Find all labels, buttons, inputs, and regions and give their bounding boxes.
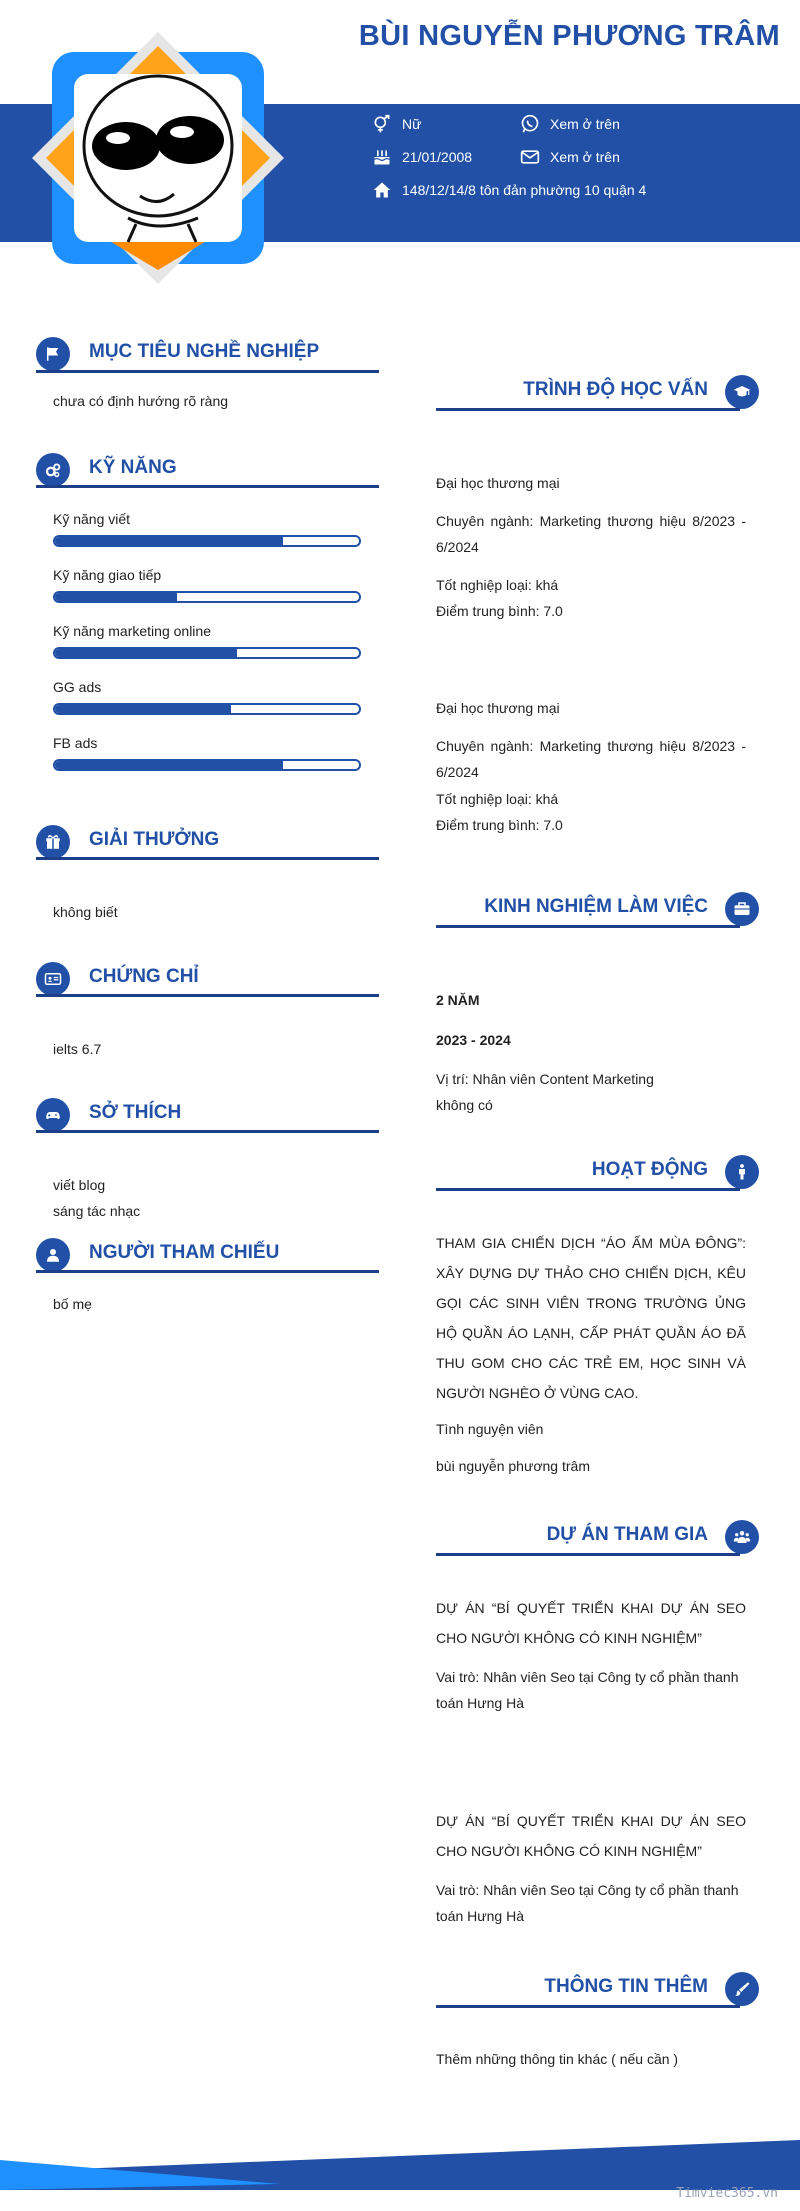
skill-name: GG ads [53,679,102,695]
experience-position: Vị trí: Nhân viên Content Marketing [436,1071,654,1087]
project-role: Vai trò: Nhân viên Seo tại Công ty cổ phần thanh toán Hưng Hà [436,1669,739,1711]
activities-section-icon [725,1155,759,1189]
footer-banner [0,2140,800,2190]
hobbies-title: SỞ THÍCH [89,1102,182,1123]
gamepad-icon [44,1106,62,1124]
watermark: Timviec365.vn [676,2186,778,2201]
experience-company: không có [436,1097,493,1113]
address-value: 148/12/14/8 tôn đản phường 10 quận 4 [402,182,647,198]
project-name: DỰ ÁN “BÍ QUYẾT TRIỂN KHAI DỰ ÁN SEO CHO NGƯỜI KHÔNG CÓ KINH NGHIỆM” [436,1813,746,1859]
education-major: Chuyên ngành: Marketing thương hiệu 8/2023 - 6/2024 [436,738,746,780]
certificates-divider [36,994,379,997]
project-name: DỰ ÁN “BÍ QUYẾT TRIỂN KHAI DỰ ÁN SEO CHO NGƯỜI KHÔNG CÓ KINH NGHIỆM” [436,1600,746,1646]
avatar [28,28,288,288]
references-section-icon [36,1238,70,1272]
skill-bar [53,535,361,547]
experience-period: 2023 - 2024 [436,1032,511,1048]
education-school: Đại học thương mại [436,475,560,491]
phone-icon [520,114,540,134]
activities-title: HOẠT ĐỘNG [591,1159,708,1180]
id-card-icon [44,970,62,988]
education-grade: Tốt nghiệp loại: khá [436,791,559,807]
hobbies-divider [36,1130,379,1133]
birthday-cake-icon [372,147,392,167]
education-gpa: Điểm trung bình: 7.0 [436,817,563,833]
candidate-name: BÙI NGUYỄN PHƯƠNG TRÂM [358,20,780,52]
activities-description: THAM GIA CHIẾN DỊCH “ÁO ẤM MÙA ĐÔNG”: XÂY DỰNG DỰ THẢO CHO CHIẾN DỊCH, KÊU GỌI CÁC SINH VIÊN TRONG TRƯỜNG ỦNG HỘ QUẦN ÁO LẠNH, CẤP PHÁT QUẦN ÁO ĐÃ THU GOM CHO CÁC TRẺ EM, HỌC SINH VÀ NGƯỜI NGHÈO Ở VÙNG CAO. [436,1235,746,1401]
activities-role: Tình nguyện viên [436,1421,544,1437]
briefcase-icon [733,900,751,918]
skill-name: FB ads [53,735,98,751]
activities-divider [436,1188,740,1191]
extra-divider [436,2005,740,2008]
skill-bar [53,591,361,603]
education-major: Chuyên ngành: Marketing thương hiệu 8/2023 - 6/2024 [436,513,746,555]
skills-divider [36,485,379,488]
objective-title: MỤC TIÊU NGHỀ NGHIỆP [89,341,320,362]
education-divider [436,408,740,411]
projects-title: DỰ ÁN THAM GIA [546,1524,708,1545]
projects-section-icon [725,1520,759,1554]
skill-name: Kỹ năng marketing online [53,623,211,639]
phone-info [520,114,620,134]
graduation-cap-icon [733,383,751,401]
education-section-icon [725,375,759,409]
skill-name: Kỹ năng giao tiếp [53,567,162,583]
skill-bar-fill [55,705,231,713]
skill-bar [53,703,361,715]
activities-person: bùi nguyễn phương trâm [436,1458,590,1474]
experience-duration: 2 NĂM [436,992,480,1008]
extra-title: THÔNG TIN THÊM [544,1976,708,1997]
hobby-item: viết blog [53,1177,106,1193]
birthday-value: 21/01/2008 [402,149,473,165]
awards-section-icon [36,825,70,859]
awards-divider [36,857,379,860]
skills-section-icon [36,453,70,487]
education-gpa: Điểm trung bình: 7.0 [436,603,563,619]
skill-name: Kỹ năng viết [53,511,131,527]
gender-value: Nữ [402,116,422,132]
cogs-icon [44,461,62,479]
certificates-title: CHỨNG CHỈ [89,966,199,987]
references-text: bố mẹ [53,1296,92,1312]
objective-section-icon [36,337,70,371]
home-icon [372,180,392,200]
person-icon [733,1163,751,1181]
users-icon [733,1528,751,1546]
education-grade: Tốt nghiệp loại: khá [436,577,559,593]
skill-bar-fill [55,593,177,601]
email-info [520,147,620,167]
references-title: NGƯỜI THAM CHIẾU [89,1242,280,1263]
skill-bar-fill [55,537,283,545]
awards-text: không biết [53,904,118,920]
experience-section-icon [725,892,759,926]
gender-info [372,114,421,134]
hobby-item: sáng tác nhạc [53,1203,141,1219]
envelope-icon [520,147,540,167]
education-school: Đại học thương mại [436,700,560,716]
extra-section-icon [725,1972,759,2006]
education-title: TRÌNH ĐỘ HỌC VẤN [523,379,708,400]
skill-bar-fill [55,761,283,769]
phone-value: Xem ở trên [550,116,620,132]
gift-icon [44,833,62,851]
extra-text: Thêm những thông tin khác ( nếu cần ) [436,2051,679,2067]
gender-icon [372,114,392,134]
objective-divider [36,370,379,373]
skill-bar-fill [55,649,237,657]
certificates-section-icon [36,962,70,996]
email-value: Xem ở trên [550,149,620,165]
user-icon [44,1246,62,1264]
flag-icon [44,345,62,363]
projects-divider [436,1553,740,1556]
project-role: Vai trò: Nhân viên Seo tại Công ty cổ phần thanh toán Hưng Hà [436,1882,739,1924]
experience-divider [436,925,740,928]
certificates-text: ielts 6.7 [53,1041,102,1057]
skills-title: KỸ NĂNG [89,457,177,478]
skill-bar [53,647,361,659]
birthday-info [372,147,472,167]
hobbies-section-icon [36,1098,70,1132]
brush-icon [733,1980,751,1998]
skill-bar [53,759,361,771]
address-info [372,180,646,200]
experience-title: KINH NGHIỆM LÀM VIỆC [484,896,708,917]
awards-title: GIẢI THƯỞNG [89,829,220,850]
objective-text: chưa có định hướng rõ ràng [53,393,229,409]
references-divider [36,1270,379,1273]
